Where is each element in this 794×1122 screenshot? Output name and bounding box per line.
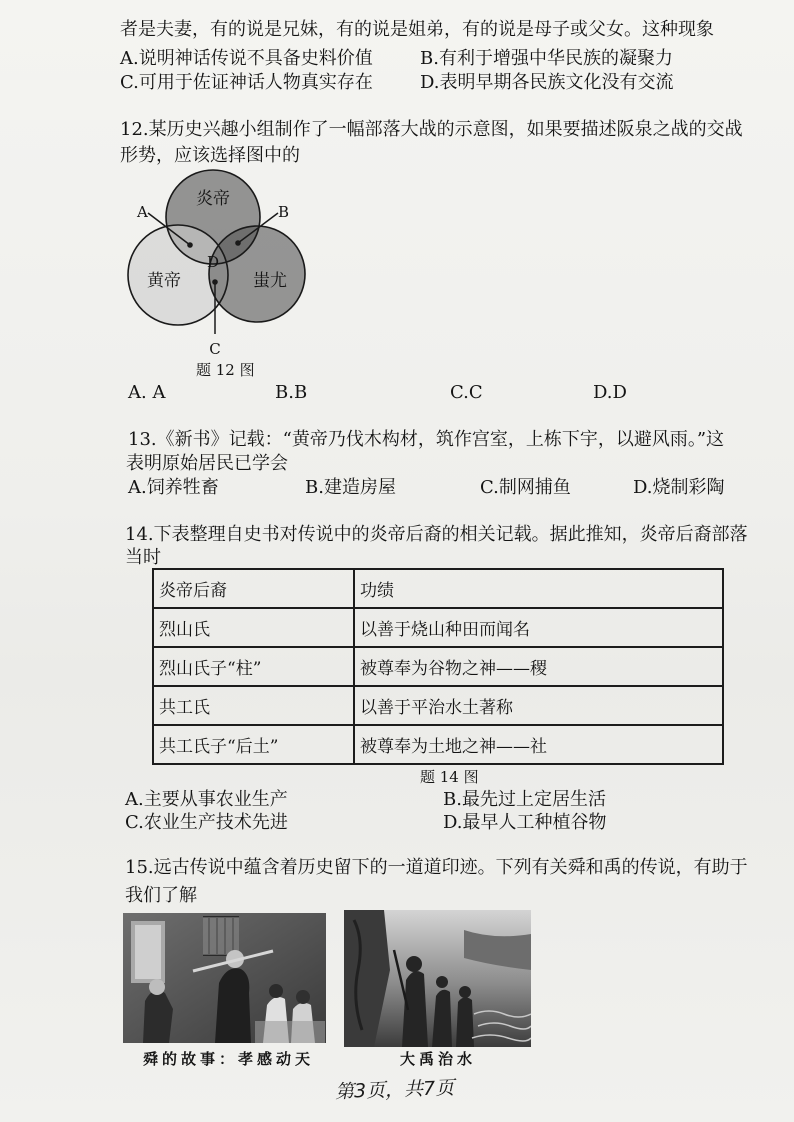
table-row — [153, 647, 723, 686]
q13-stem-line-2: 表明原始居民已学会 — [126, 453, 288, 474]
table-cell: 烈山氏子“柱” — [153, 647, 354, 686]
q14-stem-line-1: 14.下表整理自史书对传说中的炎帝后裔的相关记载。据此推知，炎帝后裔部落 — [125, 524, 748, 545]
q11-option-d: D.表明早期各民族文化没有交流 — [420, 72, 674, 93]
table-header-cell: 功绩 — [354, 569, 723, 608]
pointer-a-label: A — [137, 203, 148, 221]
table-row — [153, 686, 723, 725]
q12-option-c: C.C — [450, 382, 483, 403]
q12-option-d: D.D — [593, 382, 627, 403]
pointer-d — [207, 253, 219, 271]
q13-option-b: B.建造房屋 — [305, 477, 396, 498]
table-cell: 被尊奉为土地之神——社 — [354, 725, 723, 764]
table-cell: 以善于烧山种田而闻名 — [354, 608, 723, 647]
dayu-flood-control-image — [344, 910, 531, 1047]
table-cell: 烈山氏 — [153, 608, 354, 647]
chiyou-label: 蚩尤 — [253, 271, 287, 291]
venn-diagram — [120, 168, 320, 363]
q14-option-a: A.主要从事农业生产 — [125, 789, 288, 810]
yandi-label: 炎帝 — [196, 189, 230, 209]
q12-option-b: B.B — [275, 382, 308, 403]
yandi-descendants-table — [152, 568, 724, 765]
q11-option-c: C.可用于佐证神话人物真实存在 — [120, 72, 373, 93]
q14-figure-caption: 题 14 图 — [420, 768, 479, 786]
q12-option-a: A. A — [128, 382, 166, 403]
table-cell: 以善于平治水土著称 — [354, 686, 723, 725]
table-cell: 共工氏子“后土” — [153, 725, 354, 764]
q12-figure-caption: 题 12 图 — [196, 361, 255, 379]
q15-stem-line-1: 15.远古传说中蕴含着历史留下的一道道印迹。下列有关舜和禹的传说，有助于 — [125, 857, 748, 878]
q14-stem-line-2: 当时 — [125, 547, 161, 568]
table-row — [153, 608, 723, 647]
table-header-row — [153, 569, 723, 608]
table-row — [153, 725, 723, 764]
q14-option-d: D.最早人工种植谷物 — [443, 812, 607, 833]
table-cell: 共工氏 — [153, 686, 354, 725]
q14-option-c: C.农业生产技术先进 — [125, 812, 288, 833]
pointer-b-label: B — [278, 203, 290, 221]
pointer-d-label: D — [206, 253, 220, 271]
q11-option-a: A.说明神话传说不具备史料价值 — [120, 48, 373, 69]
shun-filial-piety-image — [123, 913, 326, 1043]
q11-option-b: B.有利于增强中华民族的凝聚力 — [420, 48, 673, 69]
huangdi-label: 黄帝 — [147, 271, 181, 291]
q13-option-c: C.制网捕鱼 — [480, 477, 571, 498]
q15-stem-line-2: 我们了解 — [125, 885, 197, 906]
q12-stem-line-1: 12.某历史兴趣小组制作了一幅部落大战的示意图，如果要描述阪泉之战的交战 — [120, 119, 743, 140]
handwritten-page-number: 第3页，共7页 — [334, 1076, 455, 1104]
table-header-cell: 炎帝后裔 — [153, 569, 354, 608]
dayu-image-caption: 大禹治水 — [400, 1050, 477, 1068]
q13-option-a: A.饲养牲畜 — [128, 477, 219, 498]
q12-stem-line-2: 形势，应该选择图中的 — [120, 145, 300, 166]
shun-image-caption: 舜的故事：孝感动天 — [143, 1050, 315, 1068]
q14-option-b: B.最先过上定居生活 — [443, 789, 606, 810]
pointer-c-label: C — [209, 340, 221, 358]
table-cell: 被尊奉为谷物之神——稷 — [354, 647, 723, 686]
q13-stem-line-1: 13.《新书》记载：“黄帝乃伐木构材，筑作宫室，上栋下宇，以避风雨。”这 — [128, 429, 725, 450]
q13-option-d: D.烧制彩陶 — [633, 477, 725, 498]
q11-stem-tail: 者是夫妻，有的说是兄妹，有的说是姐弟，有的说是母子或父女。这种现象 — [120, 19, 714, 40]
